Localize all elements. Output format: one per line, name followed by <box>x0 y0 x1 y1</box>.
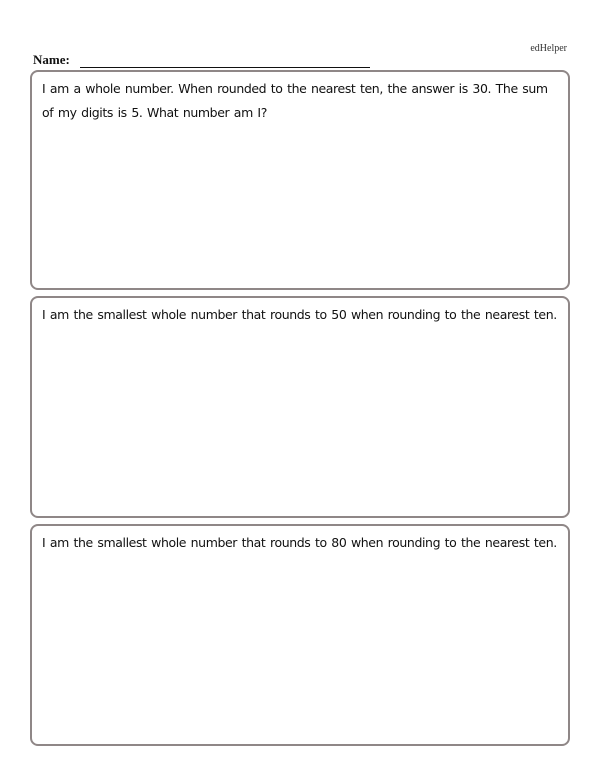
question-box-2[interactable] <box>30 296 570 518</box>
name-field <box>33 52 370 68</box>
question-box-1[interactable] <box>30 70 570 290</box>
question-text: I am a whole number. When rounded to the nearest ten, the answer is 30. The sum of my digits is 5. What number am I? <box>42 81 548 120</box>
question-text: I am the smallest whole number that rounds to 80 when rounding to the nearest ten. <box>42 535 557 550</box>
name-input-line[interactable] <box>80 55 370 68</box>
name-label: Name: <box>33 52 70 67</box>
question-box-3[interactable] <box>30 524 570 746</box>
question-text: I am the smallest whole number that rounds to 50 when rounding to the nearest ten. <box>42 307 557 322</box>
brand-label: edHelper <box>530 43 567 54</box>
